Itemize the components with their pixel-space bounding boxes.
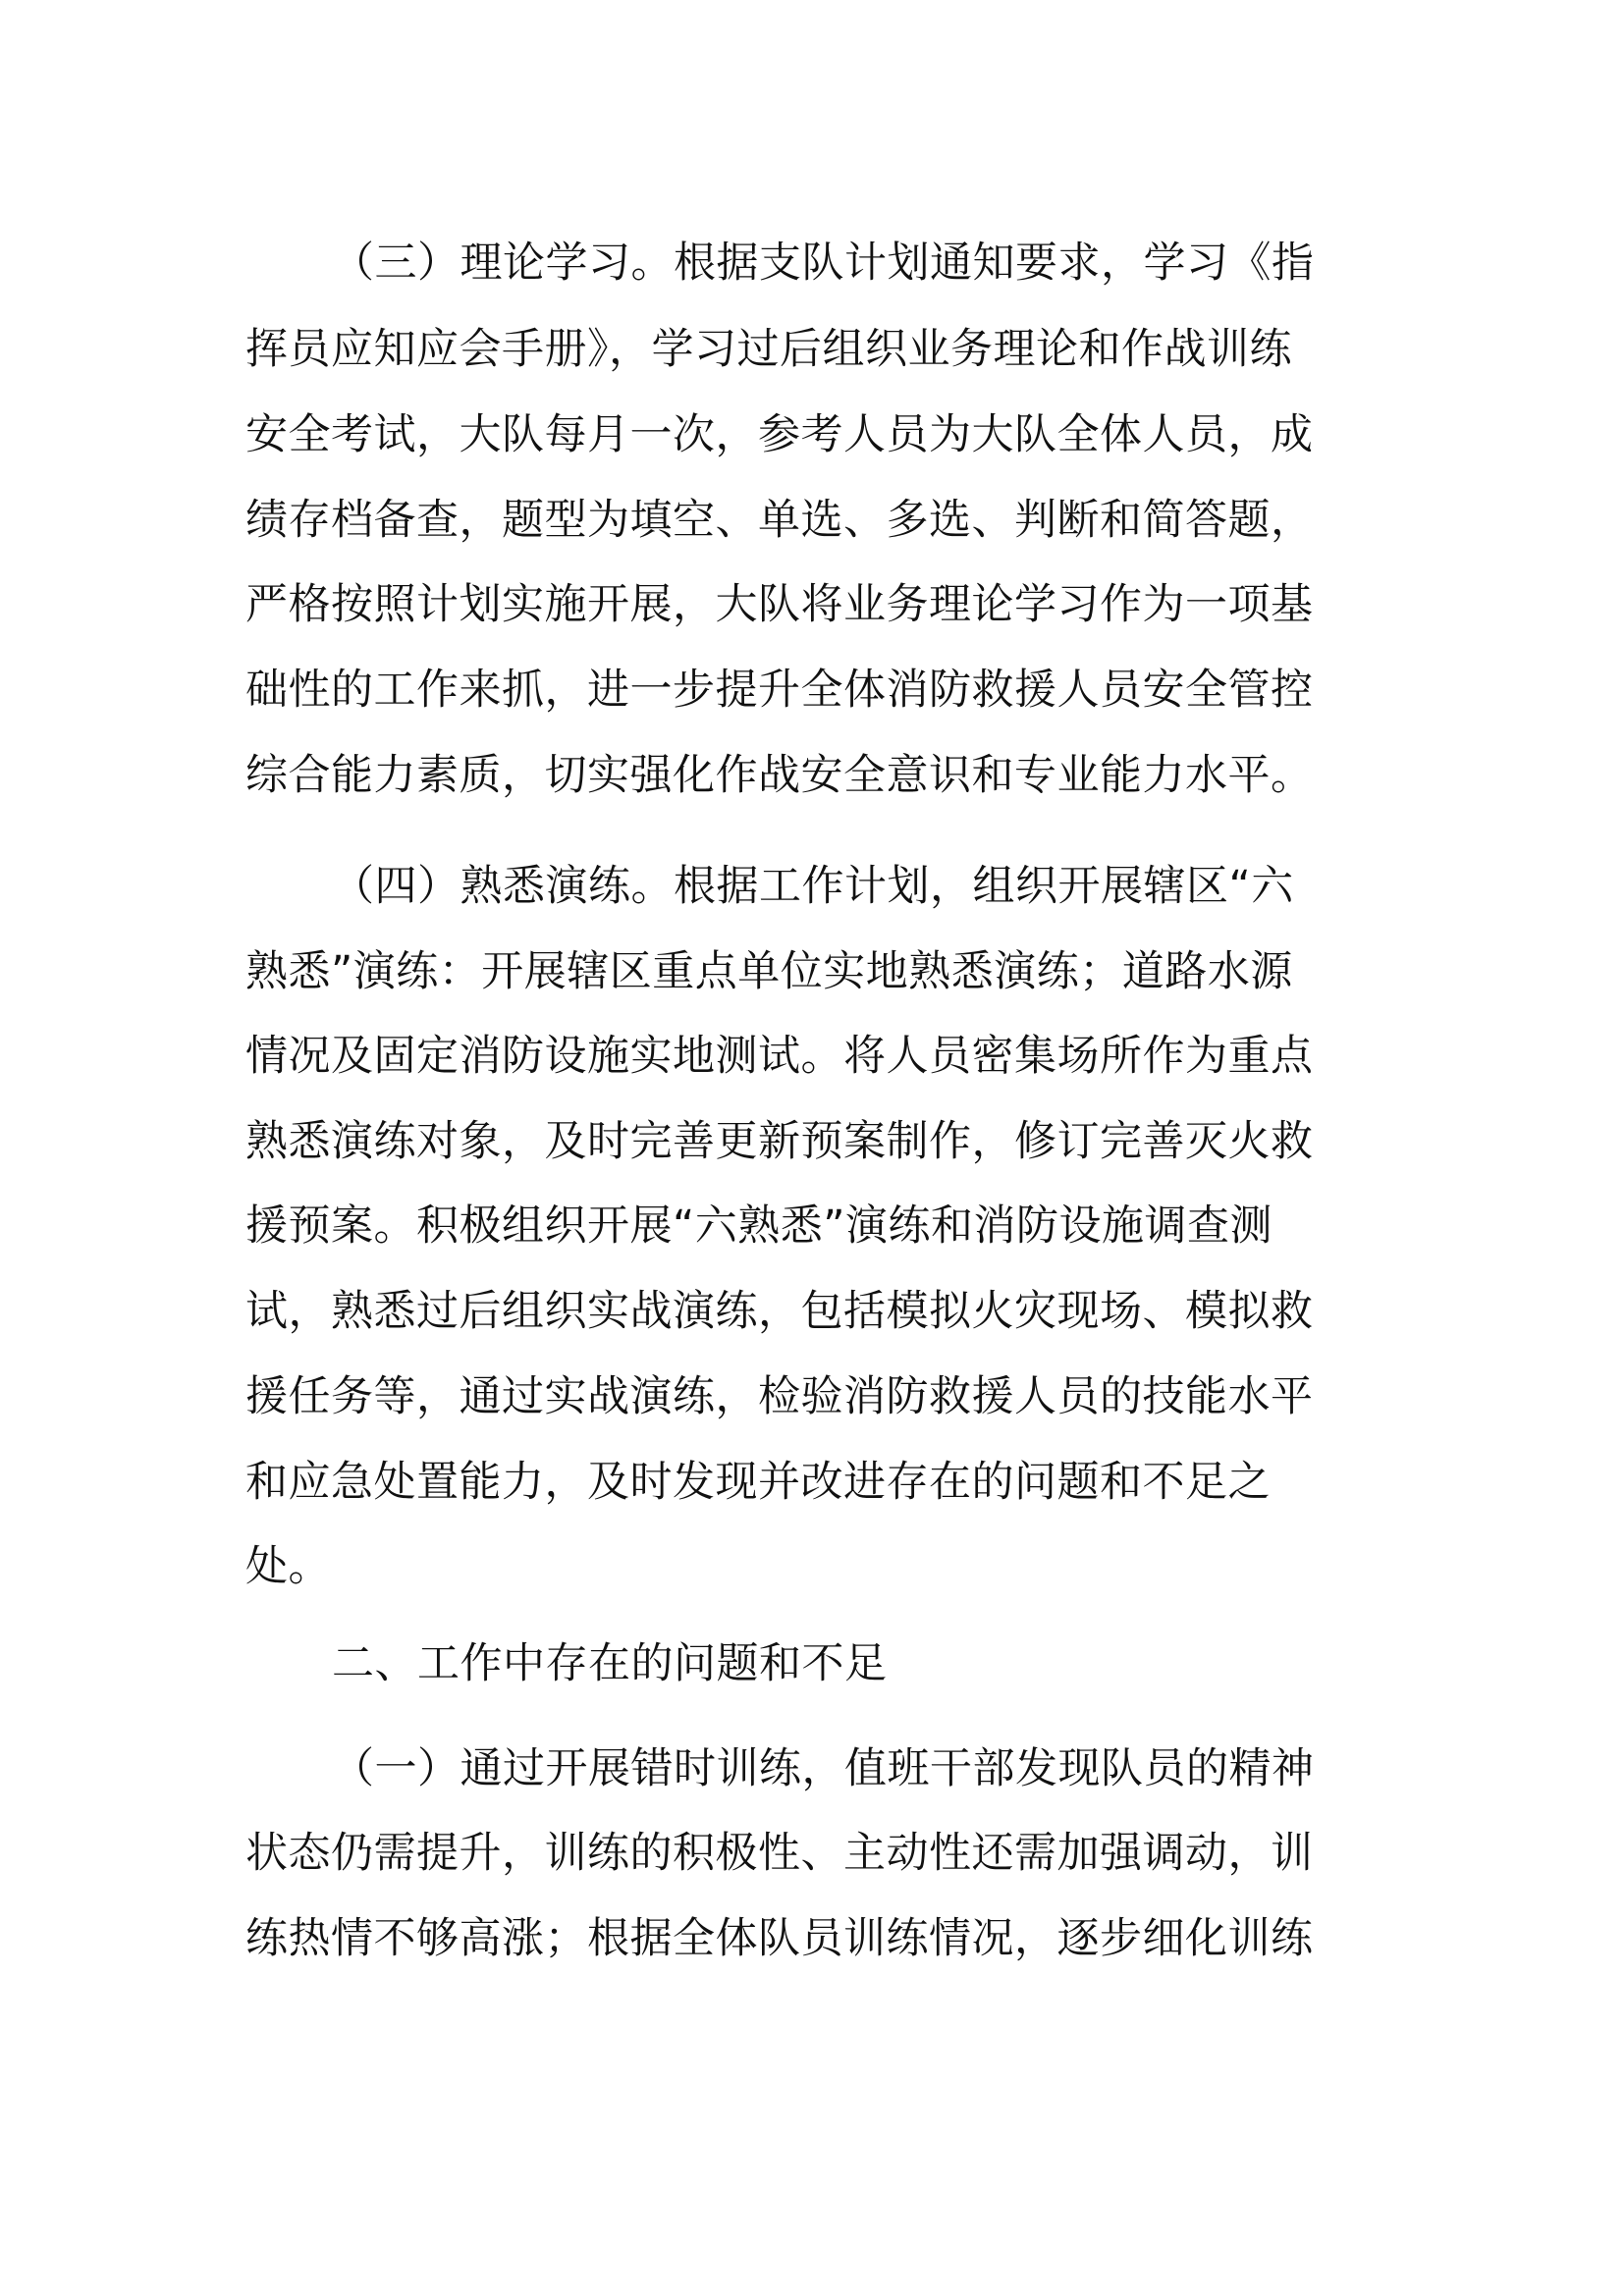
text-line: 熟悉演练对象，及时完善更新预案制作，修订完善灭火救 [245, 1117, 1314, 1166]
text-line: 试，熟悉过后组织实战演练，包括模拟火灾现场、模拟救 [245, 1287, 1314, 1336]
text-line: 础性的工作来抓，进一步提升全体消防救援人员安全管控 [245, 666, 1314, 715]
text-line: 援预案。积极组织开展“六熟悉”演练和消防设施调查测 [245, 1201, 1273, 1251]
text-line: 挥员应知应会手册》，学习过后组织业务理论和作战训练 [245, 325, 1292, 374]
text-line: （四）熟悉演练。根据工作计划，组织开展辖区“六 [332, 862, 1294, 911]
text-line: （三）理论学习。根据支队计划通知要求，学习《指 [332, 239, 1315, 288]
text-line: 援任务等，通过实战演练，检验消防救援人员的技能水平 [245, 1372, 1314, 1421]
text-line: 处。 [245, 1542, 331, 1591]
text-line: 熟悉”演练：开展辖区重点单位实地熟悉演练；道路水源 [245, 947, 1293, 996]
text-line: （一）通过开展错时训练，值班干部发现队员的精神 [332, 1744, 1315, 1793]
text-line: 绩存档备查，题型为填空、单选、多选、判断和简答题， [245, 496, 1314, 545]
text-line: 严格按照计划实施开展，大队将业务理论学习作为一项基 [245, 580, 1314, 629]
heading-text: 二、工作中存在的问题和不足 [332, 1639, 888, 1688]
text-line: 安全考试，大队每月一次，参考人员为大队全体人员，成 [245, 410, 1314, 459]
text-line: 综合能力素质，切实强化作战安全意识和专业能力水平。 [245, 751, 1314, 800]
text-line: 情况及固定消防设施实地测试。将人员密集场所作为重点 [245, 1032, 1314, 1081]
text-line: 和应急处置能力，及时发现并改进存在的问题和不足之 [245, 1458, 1271, 1507]
text-line: 状态仍需提升，训练的积极性、主动性还需加强调动，训 [245, 1829, 1314, 1878]
text-line: 练热情不够高涨；根据全体队员训练情况，逐步细化训练 [245, 1914, 1314, 1963]
